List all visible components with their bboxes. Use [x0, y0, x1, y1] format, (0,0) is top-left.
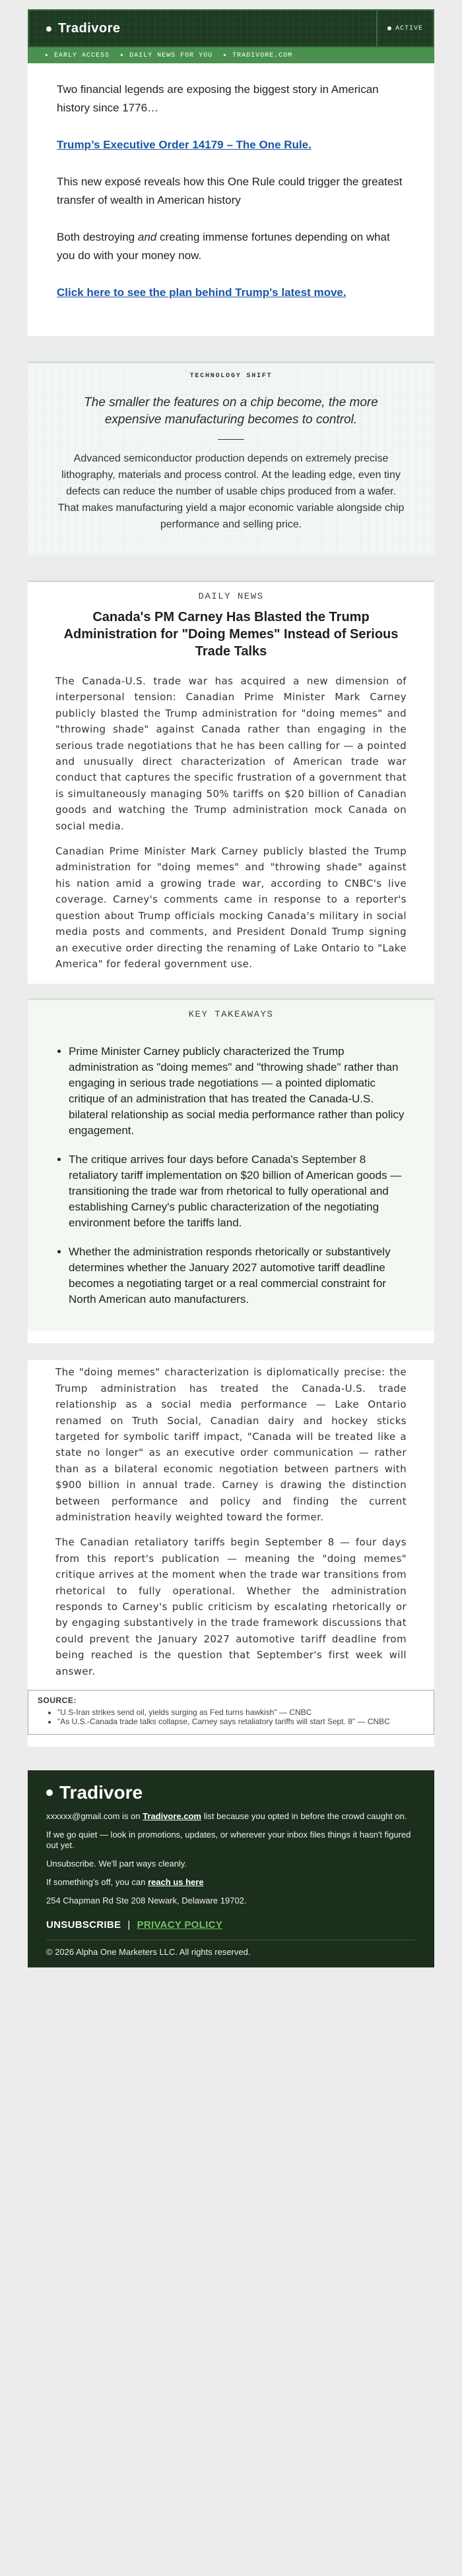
nav-daily-news-label: DAILY NEWS FOR YOU [129, 52, 213, 59]
nav-site-label: TRADIVORE.COM [232, 52, 293, 59]
intro-p3-emphasis: and [137, 231, 157, 243]
intro-p3-end: creating immense fortunes depending on what you do with your money now. [57, 231, 390, 262]
nav-site[interactable]: ▸ TRADIVORE.COM [223, 52, 293, 59]
footer-brand [46, 1782, 416, 1803]
plan-link[interactable]: Click here to see the plan behind Trump's latest move. [57, 286, 346, 299]
tech-label: TECHNOLOGY SHIFT [189, 373, 273, 380]
takeaways-label: KEY TAKEAWAYS [188, 1009, 274, 1021]
executive-order-link[interactable]: Trump’s Executive Order 14179 – The One Rule. [57, 138, 312, 151]
source-label: SOURCE: [38, 1696, 77, 1706]
takeaway-item: • Prime Minister Carney publicly characterized the Trump administration as "doing memes" and "throwing shade" rather than engaging in serious trade negotiations — a pointed diplomatic critique of an administration that has treated the Canada-U.S. bilateral relationship as social media performance rather than policy engagement. [69, 1044, 407, 1139]
brand-name: Tradivore [58, 21, 121, 36]
source-section [28, 1690, 434, 1747]
brand-dot-icon [46, 1789, 53, 1796]
status-badge [376, 11, 433, 46]
link-separator: | [127, 1919, 131, 1931]
article-paragraph-1: The Canada-U.S. trade war has acquired a new dimension of interpersonal tension: Canadian Prime Minister Mark Carney publicly blasted the Trump administration for "doing memes" and "throwing shade" against Canada rather than engaging in the serious trade negotiations that he has been calling for — a pointed and unusually direct characterization of American trade war conduct that captures the specific frustration of a government that is simultaneously managing 50% tariffs on $20 billion of Canadian goods and watching the Trump administration mock Canada on social media. [55, 675, 407, 832]
subscription-text-start: is on [119, 1811, 143, 1822]
reach-us-link[interactable]: reach us here [148, 1877, 204, 1888]
footer [28, 1770, 434, 1967]
takeaways-list [55, 1044, 407, 1307]
intro-paragraph-2: This new exposé reveals how this One Rule could trigger the greatest transfer of wealth in American history [57, 175, 403, 206]
nav-early-access-label: EARLY ACCESS [54, 52, 110, 59]
unsubscribe-note: Unsubscribe. We'll part ways cleanly. [46, 1859, 187, 1869]
intro-section [28, 63, 434, 336]
intro-p3-start: Both destroying [57, 231, 138, 243]
source-list [38, 1708, 424, 1726]
contact-text: If something's off, you can [46, 1877, 148, 1888]
subscriber-email: xxxxxx@gmail.com [46, 1811, 120, 1822]
header [28, 9, 434, 47]
nav-daily-news[interactable]: ▸ DAILY NEWS FOR YOU [120, 52, 213, 59]
privacy-policy-link[interactable]: PRIVACY POLICY [137, 1919, 223, 1931]
intro-paragraph-1: Two financial legends are exposing the biggest story in American history since 1776… [57, 83, 379, 114]
tech-body: Advanced semiconductor production depends on extremely precise lithography, materials and process control. At the leading edge, even tiny defects can reduce the number of usable chips produced from a wafer. That makes manufacturing yield a major economic variable alongside chip performance and selling price. [57, 453, 405, 530]
brand-dot-icon [46, 26, 51, 32]
copyright: © 2026 Alpha One Marketers LLC. All rights reserved. [46, 1940, 416, 1957]
key-takeaways-box [28, 998, 434, 1331]
news-article [28, 580, 434, 984]
source-item: • "As U.S.-Canada trade talks collapse, Carney says retaliatory tariffs will start Sept. 8" — CNBC [57, 1717, 424, 1726]
key-takeaways-section [28, 998, 434, 1343]
article-headline: Canada's PM Carney Has Blasted the Trump Administration for "Doing Memes" Instead of Serious Trade Talks [63, 610, 399, 659]
article-paragraph-2: Canadian Prime Minister Mark Carney publicly blasted the Trump administration for "doing memes" and "throwing shade" against his nation amid a growing trade war, according to CNBC's live coverage. Carney's comments came in response to a reporter's question about Trump officials mocking Canada's military in social media posts and comments, and President Donald Trump signing an executive order directing the renaming of Lake Ontario to "Lake America" for federal government use. [55, 845, 407, 970]
status-label: ACTIVE [395, 24, 423, 32]
section-kicker: DAILY NEWS [198, 591, 264, 602]
footer-brand-name: Tradivore [59, 1782, 143, 1803]
divider [218, 439, 244, 440]
subscription-notice [46, 1811, 416, 1822]
technology-shift-box [28, 361, 434, 555]
site-link[interactable]: Tradivore.com [143, 1811, 201, 1822]
contact-notice [46, 1877, 416, 1888]
tech-quote: The smaller the features on a chip become, the more expensive manufacturing becomes to control. [84, 396, 378, 427]
mailing-address: 254 Chapman Rd Ste 208 Newark, Delaware 19702. [46, 1896, 247, 1906]
nav-early-access[interactable]: ▸ EARLY ACCESS [45, 52, 110, 59]
article-paragraph-4: The Canadian retaliatory tariffs begin September 8 — four days from this report's publication — meaning the "doing memes" critique arrives at the moment when the trade war transitions from rhetorical to fully operational. Whether the administration responds to Carney's public criticism by escalating rhetorically or by engaging substantively in the trade framework discussions that could prevent the January 2027 automotive tariff deadline from being reached is the question that September's first week will answer. [55, 1536, 407, 1677]
footer-links [46, 1919, 416, 1931]
nav-bar [28, 47, 434, 63]
status-dot-icon [387, 26, 391, 30]
email-container [28, 9, 434, 1967]
unsubscribe-link[interactable]: UNSUBSCRIBE [46, 1919, 121, 1931]
intro-paragraph-3 [57, 228, 405, 265]
takeaway-item: • Whether the administration responds rhetorically or substantively determines whether the January 2027 automotive tariff deadline becomes a negotiating target or a real commercial constraint for North American auto manufacturers. [69, 1244, 407, 1307]
takeaway-item: • The critique arrives four days before Canada's September 8 retaliatory tariff implementation on $20 billion of American goods — transitioning the trade war from rhetorical to fully operational and establishing Carney's public characterization of the negotiating environment before the tariffs land. [69, 1152, 407, 1231]
brand[interactable] [46, 21, 121, 36]
inbox-notice: If we go quiet — look in promotions, updates, or wherever your inbox files things it hasn't figured out yet. [46, 1830, 411, 1851]
source-item: • "U.S-Iran strikes send oil, yields surging as Fed turns hawkish" — CNBC [57, 1708, 424, 1717]
article-continued [28, 1360, 434, 1690]
source-box [28, 1690, 434, 1735]
article-paragraph-3: The "doing memes" characterization is diplomatically precise: the Trump administration has treated the Canada-U.S. trade relationship as a social media performance — Lake Ontario renamed on Truth Social, Canadian dairy and hockey sticks targeted for symbolic tariff impact, "Canada will be treated like a state no longer" as an executive order communication — rather than as a bilateral economic negotiation between partners with $900 billion in annual trade. Carney is drawing the distinction between performance and policy and finding the current administration heavily weighted toward the former. [55, 1366, 407, 1523]
subscription-text-end: list because you opted in before the crowd caught on. [201, 1811, 407, 1822]
